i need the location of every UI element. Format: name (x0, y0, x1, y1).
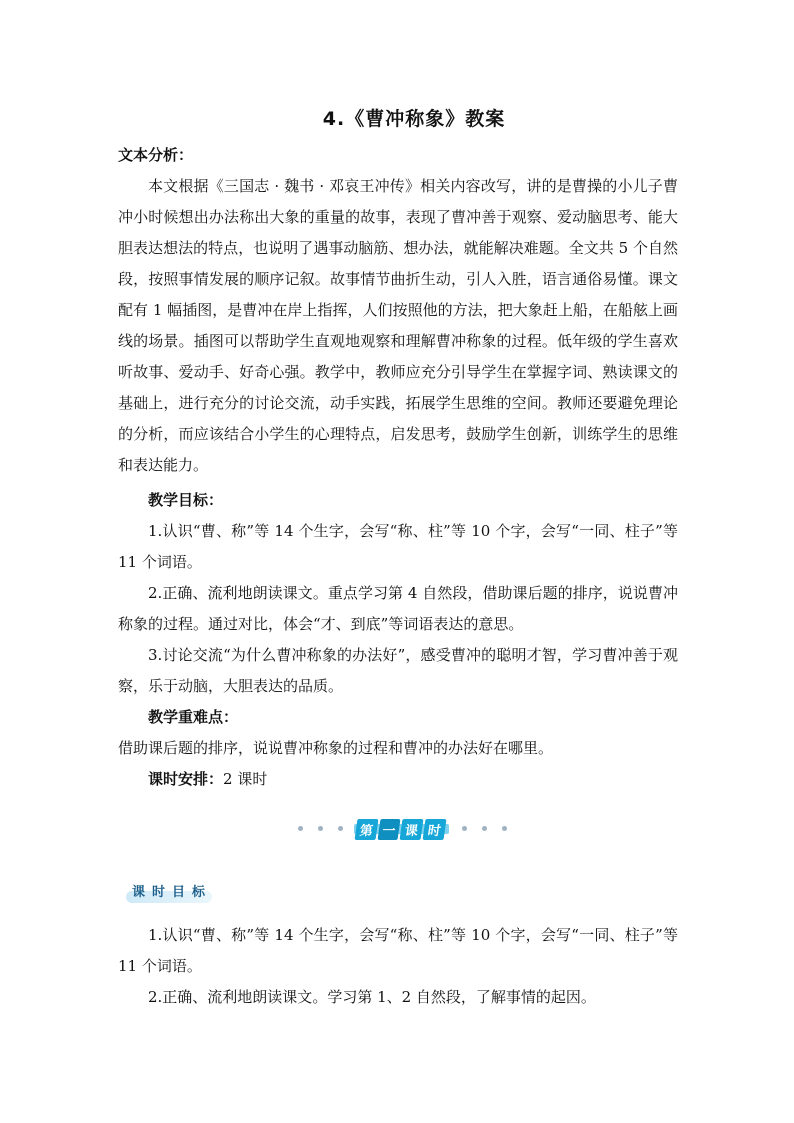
keypoints-heading: 教学重难点： (148, 708, 239, 726)
divider-dot (338, 826, 343, 831)
lesson-goals-section (118, 920, 678, 1013)
lesson-goals-label (126, 881, 212, 903)
goal-item-3: 3.讨论交流“为什么曹冲称象的办法好”，感受曹冲的聪明才智，学习曹冲善于观察，乐于动脑，大胆表达的品质。 (118, 646, 678, 695)
badge-char: 课 (400, 819, 424, 840)
page-title: 4.《曹冲称象》教案 (322, 108, 506, 130)
schedule-value: 2 课时 (223, 770, 268, 788)
lesson-goals-label-text: 课时目标 (132, 885, 213, 900)
lesson-goal-item-1: 1.认识“曹、称”等 14 个生字，会写“称、柱”等 10 个字，会写“一同、柱子”等 11 个词语。 (118, 926, 678, 975)
badge-char: 第 (355, 819, 379, 840)
lesson-badge (356, 816, 447, 842)
goals-heading: 教学目标： (148, 491, 224, 509)
divider-dot (462, 826, 467, 831)
divider-dot (318, 826, 323, 831)
badge-char: 时 (423, 819, 447, 840)
schedule-heading: 课时安排： (148, 770, 224, 788)
goals-section (118, 485, 678, 702)
divider-dot (502, 826, 507, 831)
badge-char: 一 (378, 819, 401, 840)
keypoints-section (118, 702, 678, 795)
goal-item-1: 1.认识“曹、称”等 14 个生字，会写“称、柱”等 10 个字，会写“一同、柱子”等 11 个词语。 (118, 522, 678, 571)
lesson-goal-item-2: 2.正确、流利地朗读课文。学习第 1、2 自然段，了解事情的起因。 (148, 988, 596, 1006)
analysis-section (118, 140, 678, 481)
goal-item-2: 2.正确、流利地朗读课文。重点学习第 4 自然段，借助课后题的排序，说说曹冲称象的过程。通过对比，体会“才、到底”等词语表达的意思。 (118, 584, 678, 633)
analysis-body: 本文根据《三国志 · 魏书 · 邓哀王冲传》相关内容改写，讲的是曹操的小儿子曹冲小时候想出办法称出大象的重量的故事，表现了曹冲善于观察、爱动脑思考、能大胆表达想法的特点，也说明了遇事动脑筋、想办法，就能解决难题。全文共 5 个自然段，按照事情发展的顺序记叙。故事情节曲折生动，引人入胜，语言通俗易懂。课文配有 1 幅插图，是曹冲在岸上指挥，人们按照他的方法，把大象赶上船，在船舷上画线的场景。插图可以帮助学生直观地观察和理解曹冲称象的过程。低年级的学生喜欢听故事、爱动手、好奇心强。教学中，教师应充分引导学生在掌握字词、熟读课文的基础上，进行充分的讨论交流，动手实践，拓展学生思维的空间。教师还要避免理论的分析，而应该结合小学生的心理特点，启发思考，鼓励学生创新，训练学生的思维和表达能力。 (118, 177, 678, 474)
keypoints-body: 借助课后题的排序，说说曹冲称象的过程和曹冲的办法好在哪里。 (118, 739, 554, 757)
lesson-divider (0, 812, 794, 842)
divider-dot (482, 826, 487, 831)
analysis-heading: 文本分析： (118, 146, 194, 164)
schedule-line (118, 764, 678, 795)
divider-dot (298, 826, 303, 831)
